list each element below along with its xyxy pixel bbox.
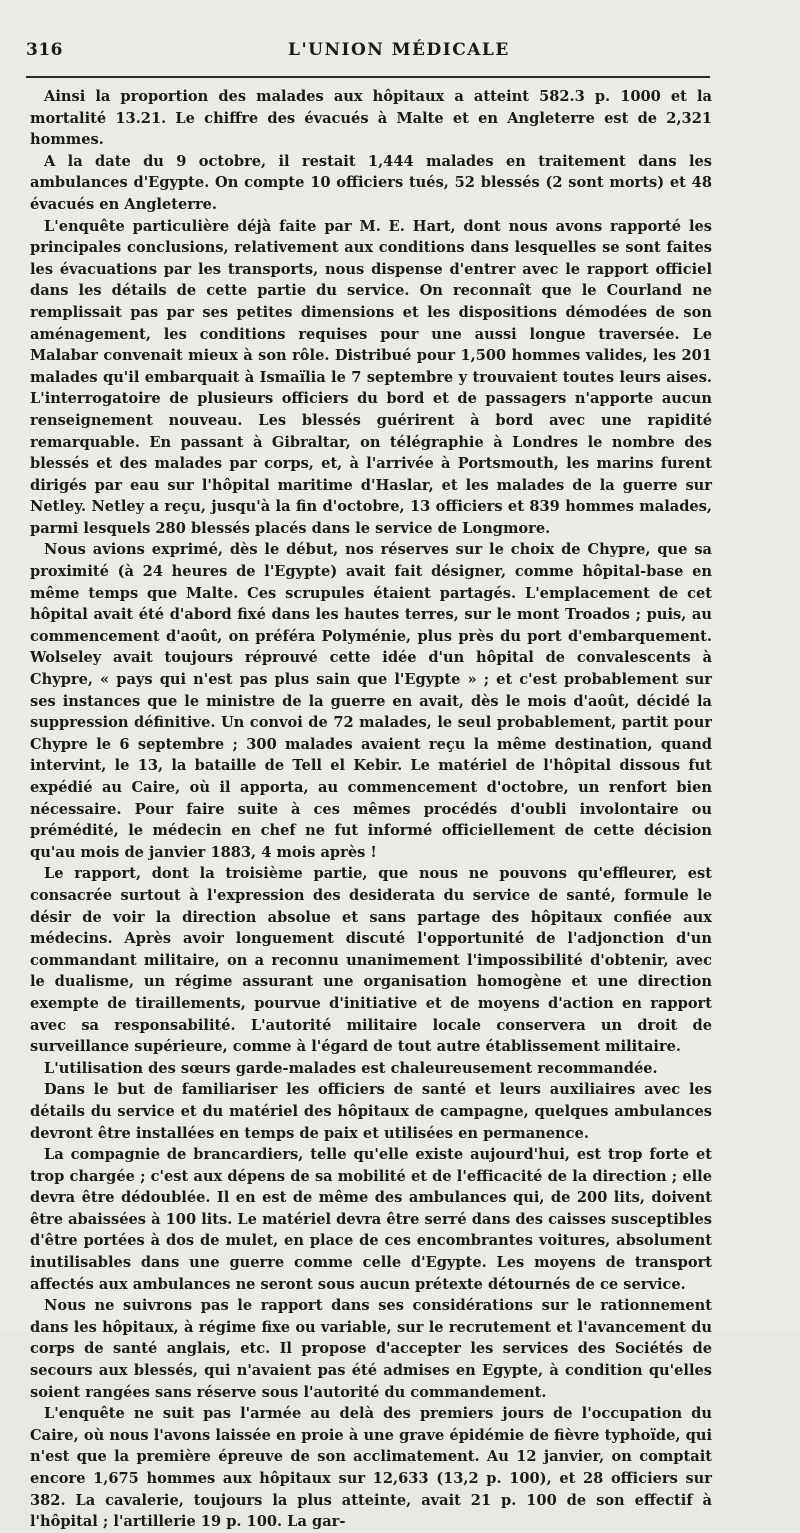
header-rule <box>26 76 710 78</box>
paragraph: L'utilisation des sœurs garde-malades est chaleureusement recommandée. <box>44 1059 658 1077</box>
paragraph: Le rapport, dont la troisième partie, que nous ne pouvons qu'effleurer, est consacrée surtout à l'expression des desiderata du service de santé, formule le désir de voir la direction absolue et sans partage des hôpitaux confiée aux médecins. Après avoir longuement discuté l'opportunité de l'adjonction d'un commandant militaire, on a reconnu unanimement l'impossibilité d'obtenir, avec le dualisme, un régime assurant une organisation homogène et une direction exempte de tiraillements, pourvue d'initiative et de moyens d'action en rapport avec sa responsabilité. L'autorité militaire locale conservera un droit de surveillance supérieure, comme à l'égard de tout autre établissement militaire. <box>30 865 712 1056</box>
paragraph: La compagnie de brancardiers, telle qu'elle existe aujourd'hui, est trop forte et trop chargée ; c'est aux dépens de sa mobilité et de l'efficacité de la direction ; elle devra être dédoublée. Il en est de même des ambulances qui, de 200 lits, doivent être abaissées à 100 lits. Le matériel devra être serré dans des caisses susceptibles d'être portées à dos de mulet, en place de ces encombrantes voitures, absolument inutilisables dans une guerre comme celle d'Egypte. Les moyens de transport affectés aux ambulances ne seront sous aucun prétexte détournés de ce service. <box>30 1146 712 1293</box>
paragraph: Nous avions exprimé, dès le début, nos réserves sur le choix de Chypre, que sa proximité (à 24 heures de l'Egypte) avait fait désigner, comme hôpital-base en même temps que Malte. Ces scrupules étaient partagés. L'emplacement de cet hôpital avait été d'abord fixé dans les hautes terres, sur le mont Troados ; puis, au commencement d'août, on préféra Polyménie, plus près du port d'embarquement. Wolseley avait toujours réprouvé cette idée d'un hôpital de convalescents à Chypre, « pays qui n'est pas plus sain que l'Egypte » ; et c'est probablement sur ses instances que le ministre de la guerre en avait, dès le mois d'août, décidé la suppression définitive. Un convoi de 72 malades, le seul probablement, partit pour Chypre le 6 septembre ; 300 malades avaient reçu la même destination, quand intervint, le 13, la bataille de Tell el Kebir. Le matériel de l'hôpital dissous fut expédié au Caire, où il apporta, au commencement d'octobre, un renfort bien nécessaire. Pour faire suite à ces mêmes procédés d'oubli involontaire ou prémédité, le médecin en chef ne fut informé officiellement de cette décision qu'au mois de janvier 1883, 4 mois après ! <box>30 541 712 861</box>
article-body <box>30 86 712 1533</box>
paragraph: Dans le but de familiariser les officiers de santé et leurs auxiliaires avec les détails du service et du matériel des hôpitaux de campagne, quelques ambulances devront être installées en temps de paix et utilisées en permanence. <box>30 1081 712 1142</box>
page-number: 316 <box>26 40 63 60</box>
paragraph: L'enquête particulière déjà faite par M. E. Hart, dont nous avons rapporté les principales conclusions, relativement aux conditions dans lesquelles se sont faites les évacuations par les transports, nous dispense d'entrer avec le rapport officiel dans les détails de cette partie du service. On reconnaît que le Courland ne remplissait pas par ses petites dimensions et les dispositions démodées de son aménagement, les conditions requises pour une aussi longue traversée. Le Malabar convenait mieux à son rôle. Distribué pour 1,500 hommes valides, les 201 malades qu'il embarquait à Ismaïlia le 7 septembre y trouvaient toutes leurs aises. L'interrogatoire de plusieurs officiers du bord et de passagers n'apporte aucun renseignement nouveau. Les blessés guérirent à bord avec une rapidité remarquable. En passant à Gibraltar, on télégraphie à Londres le nombre des blessés et des malades par corps, et, à l'arrivée à Portsmouth, les marins furent dirigés par eau sur l'hôpital maritime d'Haslar, et les malades de la guerre sur Netley. Netley a reçu, jusqu'à la fin d'octobre, 13 officiers et 839 hommes malades, parmi lesquels 280 blessés placés dans le service de Longmore. <box>30 217 712 537</box>
paragraph: A la date du 9 octobre, il restait 1,444 malades en traitement dans les ambulances d'Egypte. On compte 10 officiers tués, 52 blessés (2 sont morts) et 48 évacués en Angleterre. <box>30 152 712 213</box>
paragraph: Ainsi la proportion des malades aux hôpitaux a atteint 582.3 p. 1000 et la mortalité 13.21. Le chiffre des évacués à Malte et en Angleterre est de 2,321 hommes. <box>30 88 712 149</box>
page-header <box>26 36 706 72</box>
running-title: L'UNION MÉDICALE <box>288 40 510 60</box>
paragraph: L'enquête ne suit pas l'armée au delà des premiers jours de l'occupation du Caire, où nous l'avons laissée en proie à une grave épidémie de fièvre typhoïde, qui n'est que la première épreuve de son acclimatement. Au 12 janvier, on comptait encore 1,675 hommes aux hôpitaux sur 12,633 (13,2 p. 100), et 28 officiers sur 382. La cavalerie, toujours la plus atteinte, avait 21 p. 100 de son effectif à l'hôpital ; l'artillerie 19 p. 100. La gar- <box>30 1405 712 1531</box>
paragraph: Nous ne suivrons pas le rapport dans ses considérations sur le rationnement dans les hôpitaux, à régime fixe ou variable, sur le recrutement et l'avancement du corps de santé anglais, etc. Il propose d'accepter les services des Sociétés de secours aux blessés, qui n'avaient pas été admises en Egypte, à condition qu'elles soient rangées sans réserve sous l'autorité du commandement. <box>30 1297 712 1401</box>
